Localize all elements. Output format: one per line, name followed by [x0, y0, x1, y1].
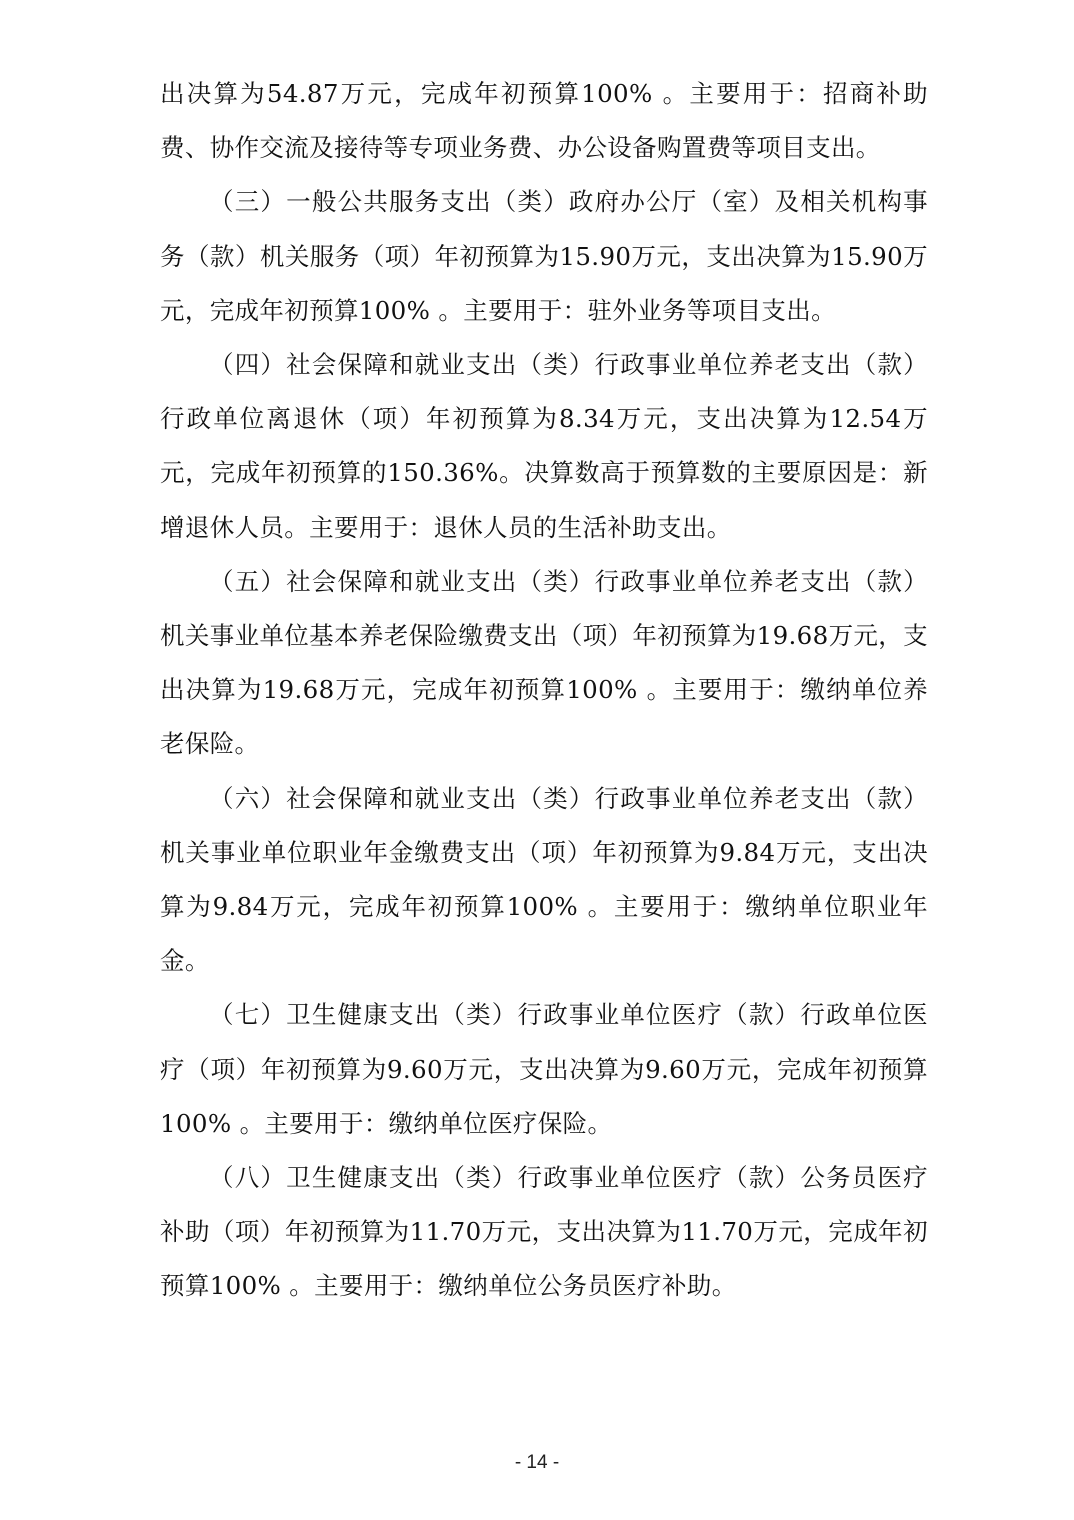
paragraph-item-8: （八）卫生健康支出（类）行政事业单位医疗（款）公务员医疗补助（项）年初预算为11.70万元，支出决算为11.70万元，完成年初预算100% 。主要用于：缴纳单位公务员医疗补助。	[160, 1163, 928, 1301]
paragraph-continuation: 出决算为54.87万元，完成年初预算100% 。主要用于：招商补助费、协作交流及接待等专项业务费、办公设备购置费等项目支出。	[160, 79, 928, 163]
body-text	[160, 67, 928, 1314]
paragraph-item-5: （五）社会保障和就业支出（类）行政事业单位养老支出（款）机关事业单位基本养老保险缴费支出（项）年初预算为19.68万元，支出决算为19.68万元，完成年初预算100% 。主要用于：缴纳单位养老保险。	[160, 566, 928, 759]
paragraph-item-6: （六）社会保障和就业支出（类）行政事业单位养老支出（款）机关事业单位职业年金缴费支出（项）年初预算为9.84万元，支出决算为9.84万元，完成年初预算100% 。主要用于：缴纳单位职业年金。	[160, 783, 928, 976]
paragraph-item-4: （四）社会保障和就业支出（类）行政事业单位养老支出（款）行政单位离退休（项）年初预算为8.34万元，支出决算为12.54万元，完成年初预算的150.36%。决算数高于预算数的主要原因是：新增退休人员。主要用于：退休人员的生活补助支出。	[160, 350, 928, 542]
paragraph-item-7: （七）卫生健康支出（类）行政事业单位医疗（款）行政单位医疗（项）年初预算为9.60万元，支出决算为9.60万元，完成年初预算100% 。主要用于：缴纳单位医疗保险。	[160, 1000, 928, 1138]
paragraph-item-3: （三）一般公共服务支出（类）政府办公厅（室）及相关机构事务（款）机关服务（项）年初预算为15.90万元，支出决算为15.90万元，完成年初预算100% 。主要用于：驻外业务等项目支出。	[160, 187, 928, 325]
page-number: - 14 -	[514, 1452, 560, 1473]
